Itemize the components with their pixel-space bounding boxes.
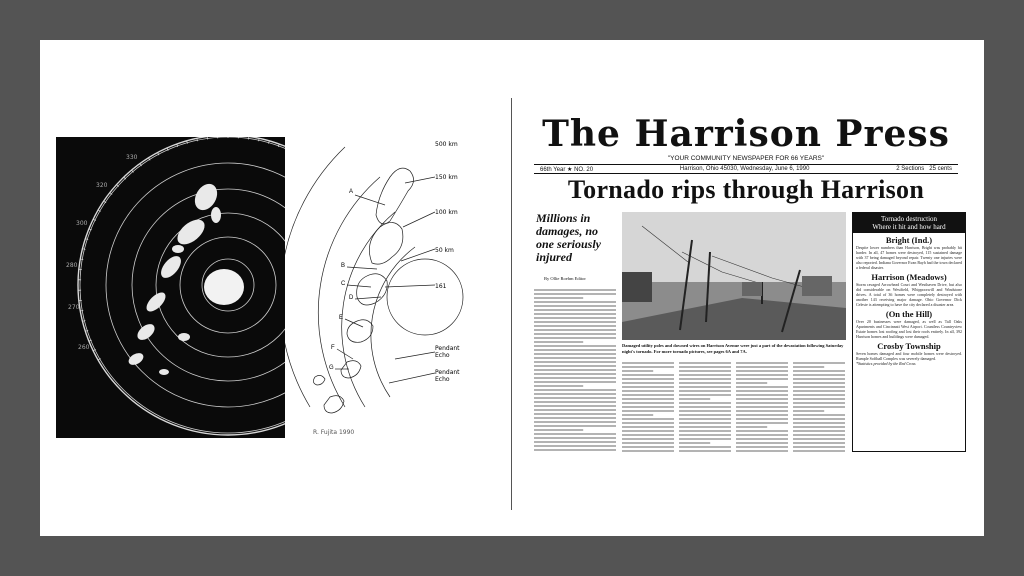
range-label-161: 161 [435,283,447,290]
sketch-caption: R. Fujita 1990 [313,429,355,436]
svg-text:330: 330 [126,154,138,161]
sections-price [896,166,952,172]
echo-letter-label: F [331,345,335,351]
svg-text:270: 270 [68,304,80,311]
issue-number: 66th Year ★ NO. 20 [540,166,594,173]
sidebar-section-body: Storm ravaged Arrowhead Court and Westhaven Drive, but also did considerable on Westfield, Whippoorwill and Windstone drives. A total of 36 homes were completely destroyed with another 143 receiving major damage. Ohio Governor Dick Celeste is attempting to have the city declared a disaster area. [856,282,962,307]
echo-letter-label: G [329,365,334,371]
divider [511,98,512,510]
masthead: The Harrison Press [542,113,950,155]
subhead: Millions in damages, no one seriously injured [536,211,602,264]
svg-text:300: 300 [76,220,88,227]
price: 25 cents [929,166,952,172]
sidebar-title: Tornado destruction [880,215,938,223]
sidebar-header [853,213,965,233]
svg-text:280: 280 [66,262,78,269]
echo-letter-label: E [339,315,344,321]
slide [40,40,984,536]
echo-letter-label: D [349,295,354,301]
range-label-150: 150 km [435,174,458,181]
sidebar-section-title: (On the Hill) [885,309,933,319]
sections-count: 2 Sections [896,166,925,172]
article-columns-lower [622,360,846,452]
article-column [534,287,616,452]
dateline [534,164,958,174]
article-text-lines [622,360,846,452]
range-label-50: 50 km [435,247,454,254]
sidebar-note: *Statistics provided by the Red Cross [856,361,916,366]
headline: Tornado rips through Harrison [567,175,925,204]
sidebar-section-body: Over 20 businesses were damaged, as well as Tall Oaks Apartments and Cincinnati West Airport. Countless Countryview Estate homes lost roofing and lost their roofs entirely. In all, 392 Harrison homes and buildings were damaged. [856,319,962,339]
tornado-destruction-sidebar [852,212,966,452]
sidebar-section-body: Seven homes damaged and four mobile homes were destroyed. Rumple Softball Complex was severely damaged. [856,351,962,361]
svg-text:320: 320 [96,182,108,189]
photo-caption: Damaged utility poles and downed wires on Harrison Avenue were just a part of the devastation following Saturday night's tornado. For more tornado pictures, see pages 6A and 7A. [622,343,844,354]
range-label-500: 500 km [435,141,458,148]
pendant-echo-label: Pendant Echo [435,369,460,383]
pendant-echo-label: Pendant Echo [435,345,460,359]
sidebar-section-title: Harrison (Meadows) [871,272,947,282]
sidebar-section-title: Crosby Township [877,341,941,351]
range-label-100: 100 km [435,209,458,216]
sidebar-section-title: Bright (Ind.) [885,235,933,245]
sidebar-subtitle: Where it hit and how hard [872,223,946,231]
motto: "YOUR COMMUNITY NEWSPAPER FOR 66 YEARS" [667,155,825,162]
newspaper-front-page [526,112,966,455]
sidebar-section-body: Despite lower numbers than Harrison, Bright was probably hit harder. In all, 47 homes were destroyed, 115 sustained damage with 37 being damaged beyond repair. Twenty one injuries were also reported. Indiana Governor Evan Bayh had the town declared a federal disaster. [856,245,962,270]
byline: By Ollie Roehm Editor [544,276,586,281]
echo-letter-label: B [341,263,346,269]
article-text-lines [534,287,616,452]
tornado-damage-photo [622,212,846,340]
svg-text:260: 260 [78,344,90,351]
echo-sketch-diagram [285,137,500,438]
echo-letter-label: C [341,281,346,287]
echo-letter-label: A [349,189,354,195]
radar-image [56,137,285,438]
date-location: Harrison, Ohio 45030, Wednesday, June 6, 1990 [679,166,810,172]
